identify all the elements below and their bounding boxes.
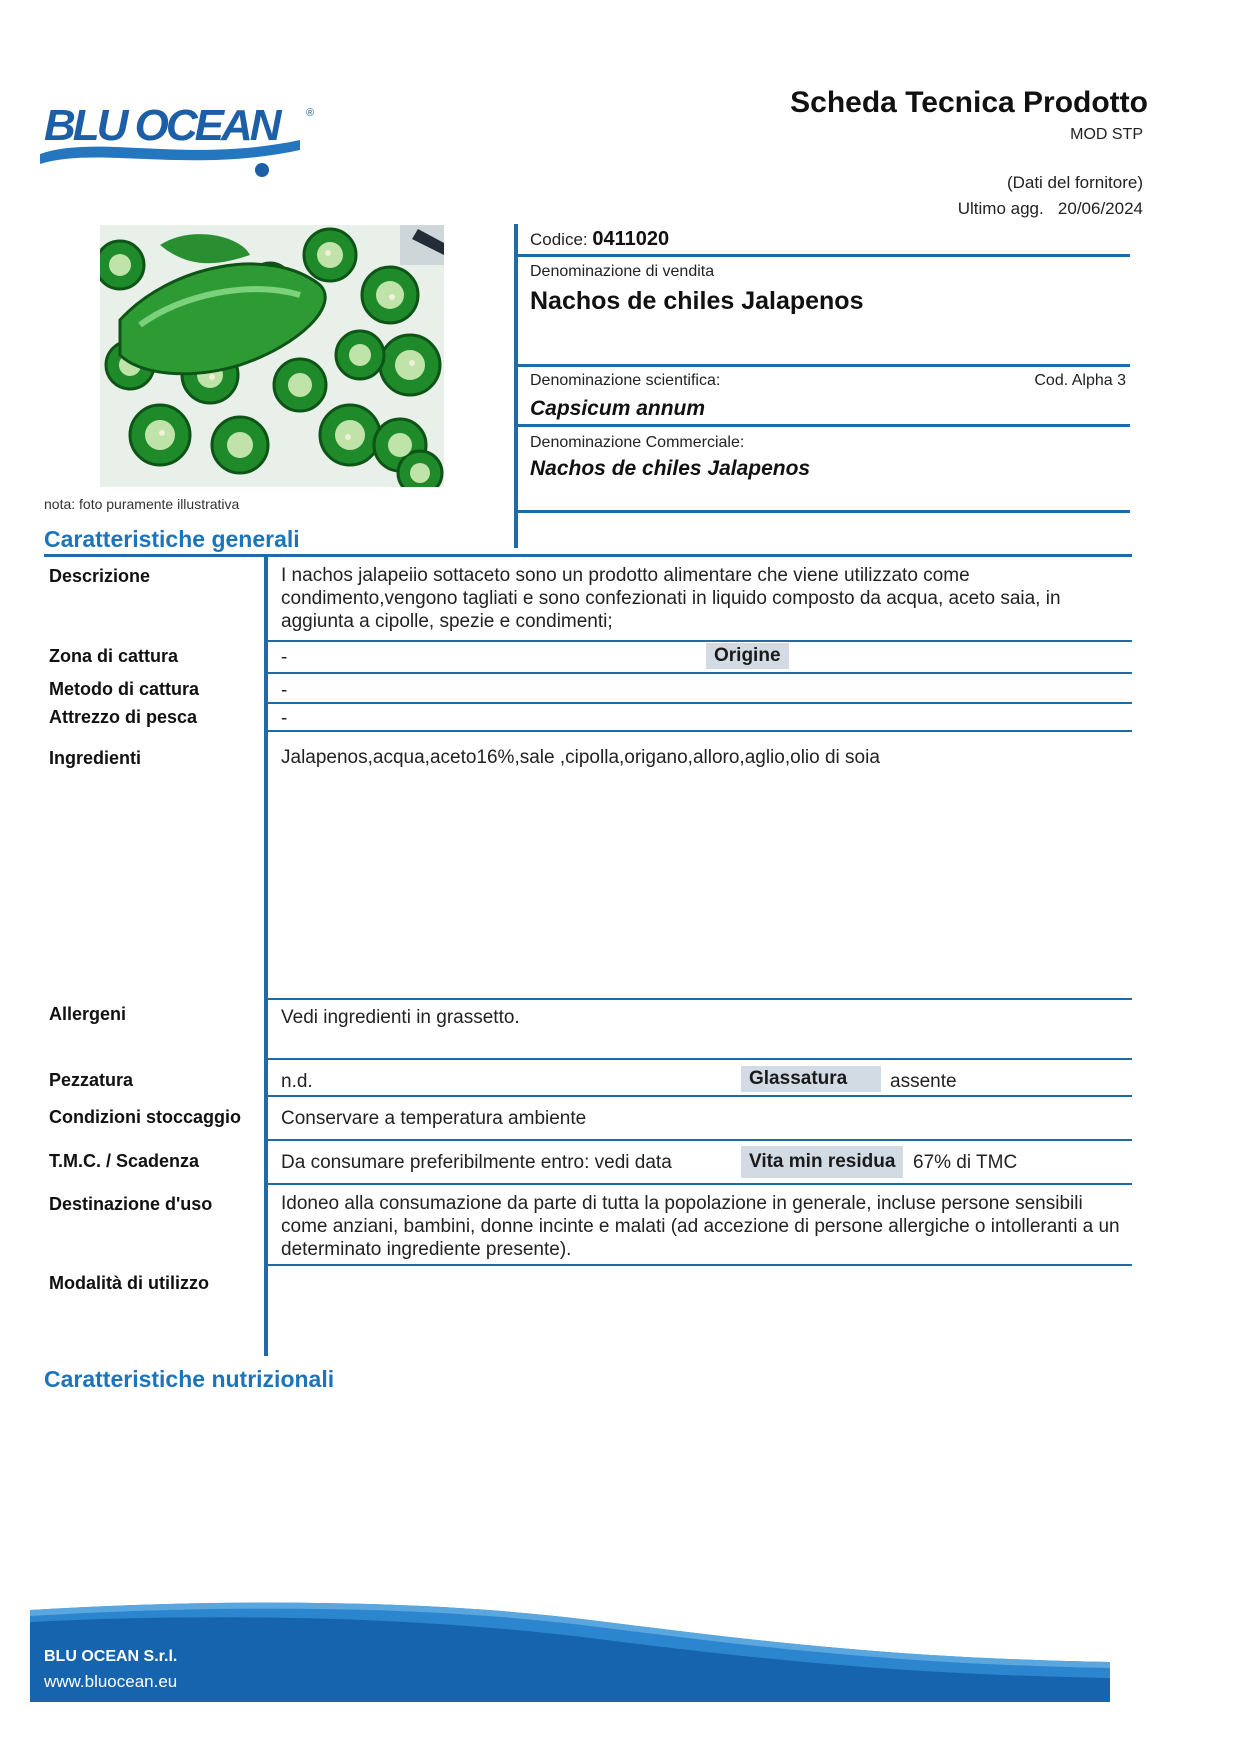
value-destinazione: Idoneo alla consumazione da parte di tutta la popolazione in generale, incluse persone sensibili come anziani, bambini, donne incinte e malati (ad accezione di persone allergiche o intolleranti a un determinato ingrediente presente). bbox=[281, 1193, 1120, 1260]
label-pezzatura: Pezzatura bbox=[49, 1070, 134, 1090]
footer-wave-icon bbox=[30, 1598, 1110, 1702]
mod-code: MOD STP bbox=[1070, 126, 1143, 143]
last-update-date: 20/06/2024 bbox=[1057, 199, 1143, 218]
page-title: Scheda Tecnica Prodotto bbox=[790, 86, 1148, 119]
product-code bbox=[530, 228, 669, 251]
divider bbox=[266, 1264, 1132, 1266]
supplier-note: (Dati del fornitore) bbox=[1006, 173, 1143, 192]
product-photo bbox=[100, 225, 444, 487]
alpha3-label: Cod. Alpha 3 bbox=[1034, 372, 1126, 389]
value-ingredienti: Jalapenos,acqua,aceto16%,sale ,cipolla,origano,alloro,aglio,olio di soia bbox=[281, 747, 880, 768]
divider bbox=[516, 424, 1130, 427]
glassatura-chip: Glassatura bbox=[741, 1066, 881, 1092]
registered-mark: ® bbox=[306, 107, 315, 119]
section-divider bbox=[44, 554, 1132, 557]
section-title-nutritional: Caratteristiche nutrizionali bbox=[44, 1366, 335, 1392]
photo-note: nota: foto puramente illustrativa bbox=[44, 496, 240, 512]
divider bbox=[266, 702, 1132, 704]
table-divider bbox=[264, 556, 268, 1356]
divider bbox=[266, 640, 1132, 642]
label-ingredienti: Ingredienti bbox=[49, 748, 142, 768]
last-update-label: Ultimo agg. bbox=[957, 199, 1044, 218]
product-code-value: 0411020 bbox=[592, 228, 670, 250]
vita-residua-chip: Vita min residua bbox=[741, 1146, 903, 1178]
label-tmc: T.M.C. / Scadenza bbox=[49, 1151, 200, 1171]
value-pezzatura: n.d. bbox=[281, 1071, 313, 1092]
jalapeno-photo-icon bbox=[100, 225, 444, 487]
last-update bbox=[958, 199, 1143, 219]
value-vita-residua: 67% di TMC bbox=[913, 1152, 1018, 1173]
product-code-label: Codice: bbox=[530, 230, 588, 249]
sale-name-label: Denominazione di vendita bbox=[530, 263, 715, 280]
divider bbox=[266, 1095, 1132, 1097]
commercial-label: Denominazione Commerciale: bbox=[530, 434, 745, 451]
label-stoccaggio: Condizioni stoccaggio bbox=[49, 1107, 241, 1127]
label-modalita: Modalità di utilizzo bbox=[49, 1273, 209, 1293]
value-metodo: - bbox=[281, 680, 288, 701]
divider bbox=[266, 730, 1132, 732]
label-zona: Zona di cattura bbox=[49, 646, 179, 666]
value-descrizione: I nachos jalapeiio sottaceto sono un prodotto alimentare che viene utilizzato come condimento,vengono tagliati e sono confezionati in liquido composto da acqua, aceto saia, in aggiunta a cipolle, spezie e condimenti; bbox=[281, 565, 1061, 632]
value-attrezzo: - bbox=[281, 708, 288, 729]
origine-chip: Origine bbox=[706, 643, 789, 669]
divider bbox=[266, 1183, 1132, 1185]
footer-band bbox=[30, 1598, 1110, 1702]
divider bbox=[516, 254, 1130, 257]
divider bbox=[266, 998, 1132, 1000]
value-zona: - bbox=[281, 647, 288, 668]
footer-company: BLU OCEAN S.r.l. bbox=[44, 1648, 178, 1665]
section-title-general: Caratteristiche generali bbox=[44, 526, 300, 552]
scientific-label: Denominazione scientifica: bbox=[530, 372, 721, 389]
logo-text: BLU OCEAN bbox=[44, 101, 279, 150]
divider bbox=[516, 364, 1130, 367]
brand-logo bbox=[38, 92, 318, 182]
label-metodo: Metodo di cattura bbox=[49, 679, 200, 699]
footer-website[interactable]: www.bluocean.eu bbox=[44, 1672, 178, 1691]
commercial-name: Nachos de chiles Jalapenos bbox=[530, 457, 811, 480]
label-attrezzo: Attrezzo di pesca bbox=[49, 707, 198, 727]
value-allergeni: Vedi ingredienti in grassetto. bbox=[281, 1007, 520, 1028]
sale-name: Nachos de chiles Jalapenos bbox=[530, 287, 864, 315]
value-tmc: Da consumare preferibilmente entro: vedi data bbox=[281, 1152, 672, 1173]
label-descrizione: Descrizione bbox=[49, 566, 151, 586]
divider bbox=[266, 1058, 1132, 1060]
divider bbox=[266, 1139, 1132, 1141]
scientific-name: Capsicum annum bbox=[530, 397, 706, 420]
divider bbox=[266, 672, 1132, 674]
value-stoccaggio: Conservare a temperatura ambiente bbox=[281, 1108, 587, 1129]
label-destinazione: Destinazione d'uso bbox=[49, 1194, 213, 1214]
info-box-divider bbox=[514, 224, 518, 548]
divider bbox=[516, 510, 1130, 513]
value-glassatura: assente bbox=[890, 1071, 957, 1092]
logo-wave-icon bbox=[38, 92, 318, 182]
label-allergeni: Allergeni bbox=[49, 1004, 127, 1024]
